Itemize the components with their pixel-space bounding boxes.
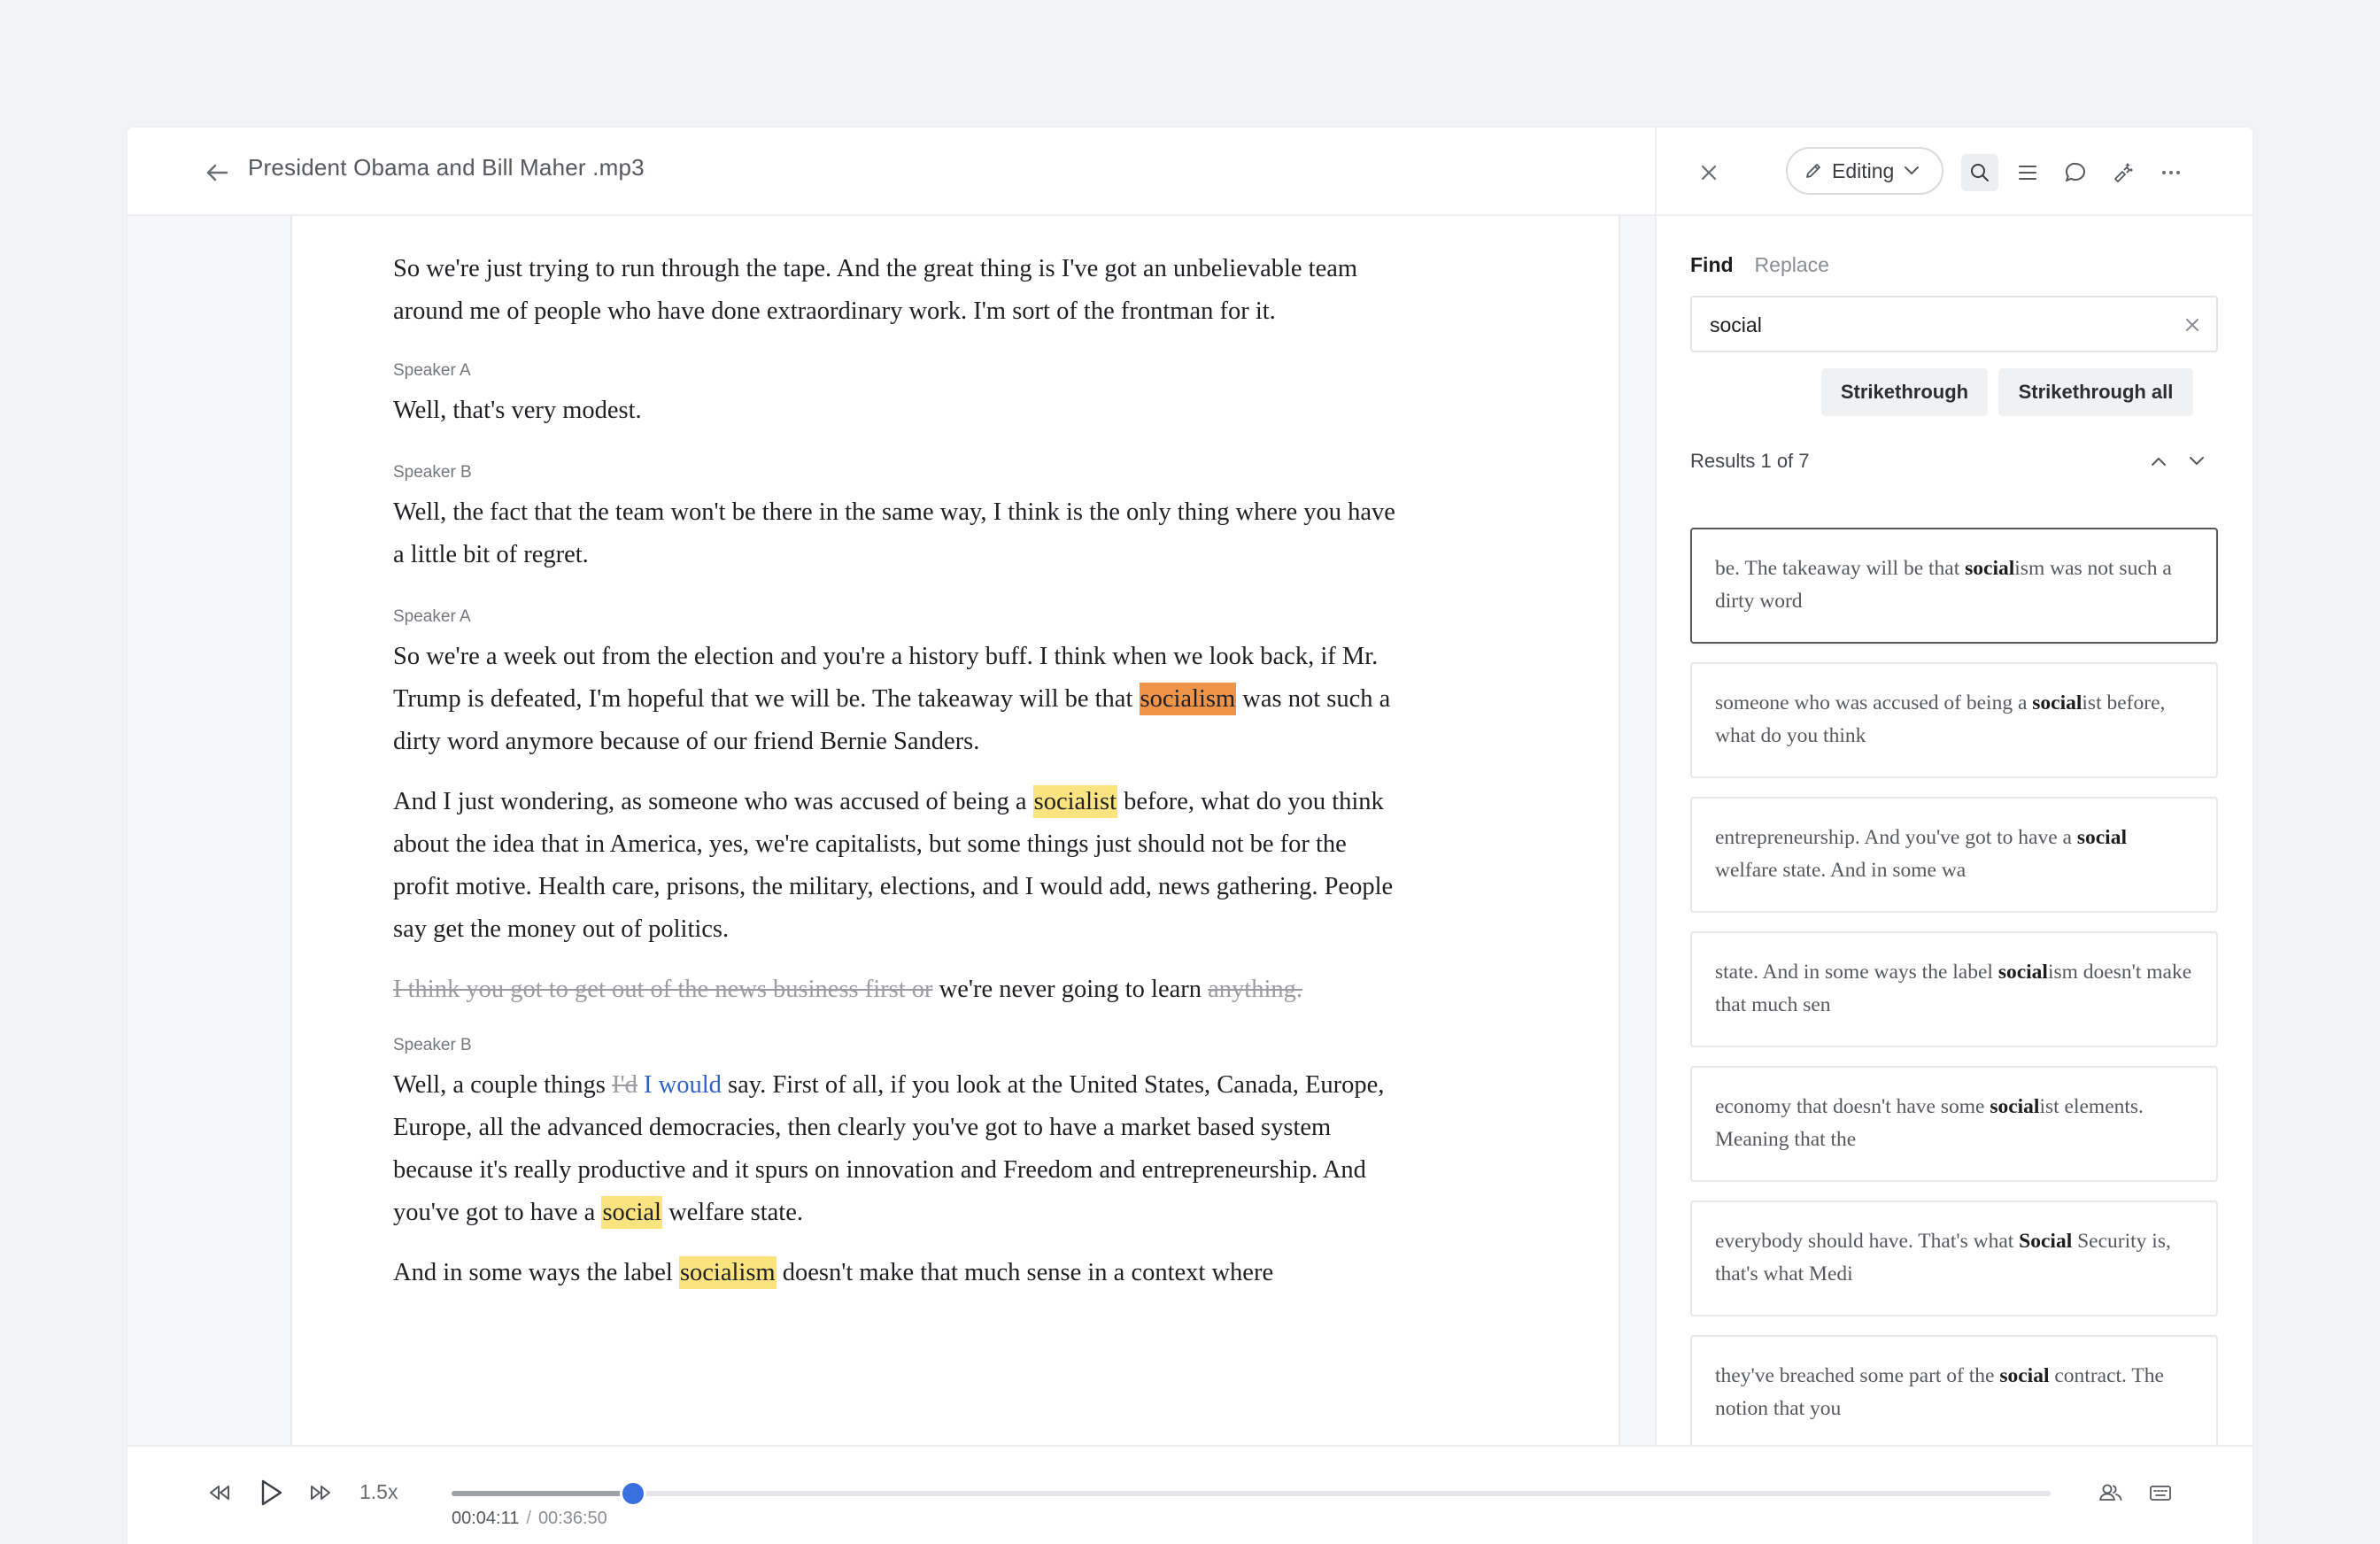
search-result-item[interactable] — [1690, 797, 2218, 913]
transcript-paragraph[interactable] — [393, 1252, 1402, 1294]
search-result-item[interactable] — [1690, 1335, 2218, 1451]
progress-track[interactable] — [452, 1491, 2051, 1496]
paragraph-text: So we're just trying to run through the tape. And the great thing is I've got an unbelievable team around me of people who have done extraordinary work. I'm sort of the frontman for it. — [393, 255, 1358, 325]
next-result-icon[interactable] — [2183, 448, 2210, 475]
total-time: 00:36:50 — [537, 1509, 607, 1528]
transcript-editor — [128, 127, 1655, 1445]
struck-text[interactable]: anything. — [1208, 976, 1302, 1003]
result-context-before: state. And in some ways the label — [1715, 961, 1998, 984]
transcript-paragraph[interactable] — [393, 969, 1402, 1011]
search-match[interactable]: socialism — [679, 1256, 777, 1289]
result-context-after: welfare state. And in some wa — [1715, 859, 1967, 882]
result-match-term: social — [2076, 826, 2127, 849]
result-match-term: social — [2032, 691, 2082, 714]
search-match[interactable]: socialist — [1033, 785, 1117, 818]
pencil-icon — [1804, 161, 1823, 181]
result-match-term: social — [1965, 557, 2015, 580]
result-context-after: Security is, that's what Medi — [1715, 1230, 2171, 1285]
result-context-after: ist elements. Meaning that the — [1715, 1095, 2144, 1151]
paragraph-text: Well, the fact that the team won't be there in the same way, I think is the only thing where you have a little bit of regret. — [393, 498, 1395, 568]
playback-time — [452, 1509, 607, 1529]
more-options-icon[interactable] — [2152, 154, 2190, 191]
progress-handle[interactable] — [622, 1483, 644, 1504]
result-match-term: social — [1999, 1364, 2050, 1387]
previous-result-icon[interactable] — [2145, 448, 2172, 475]
search-results-list — [1690, 528, 2218, 1470]
search-input-value: social — [1710, 313, 1762, 336]
current-time: 00:04:11 — [452, 1509, 520, 1528]
search-result-item[interactable] — [1690, 931, 2218, 1047]
list-icon[interactable] — [2009, 154, 2046, 191]
speaker-label[interactable]: Speaker A — [393, 361, 471, 380]
audio-player — [128, 1445, 2252, 1544]
result-context-before: someone who was accused of being a — [1715, 691, 2033, 714]
search-match[interactable]: social — [601, 1196, 661, 1229]
rewind-icon[interactable] — [202, 1475, 237, 1510]
speaker-label[interactable]: Speaker B — [393, 463, 472, 482]
paragraph-text: say. First of all, if you look at the United States, Canada, Europe, Europe, all the advanced democracies, then clearly you've got to have a market based system because it's really productive and it spurs on innovation and Freedom and entrepreneurship. And you've got to have a — [393, 1071, 1385, 1226]
paragraph-text: before, what do you think about the idea that in America, yes, we're capitalists, but some things just should not be for the profit motive. Health care, prisons, the military, elections, and I would add, news gathering. People say get the money out of politics. — [393, 788, 1394, 943]
playback-speed[interactable]: 1.5x — [359, 1480, 398, 1503]
app-window — [128, 127, 2252, 1544]
paragraph-text: welfare state. — [668, 1199, 803, 1226]
result-context-before: economy that doesn't have some — [1715, 1095, 1990, 1118]
speaker-label[interactable]: Speaker A — [393, 607, 471, 626]
result-context-after: ism doesn't make that much sen — [1715, 961, 2192, 1016]
keyboard-icon[interactable] — [2143, 1475, 2178, 1510]
current-search-match[interactable]: socialism — [1140, 683, 1237, 715]
transcript-paragraph[interactable] — [393, 248, 1402, 333]
play-icon[interactable] — [253, 1475, 289, 1510]
result-context-before: everybody should have. That's what — [1715, 1230, 2020, 1253]
transcript-paragraph[interactable] — [393, 1064, 1402, 1234]
editing-mode-dropdown[interactable] — [1786, 147, 1943, 195]
paragraph-text: we're never going to learn — [939, 976, 1202, 1003]
find-replace-panel — [1655, 127, 2252, 1445]
search-result-item[interactable] — [1690, 1066, 2218, 1182]
result-context-after: ist before, what do you think — [1715, 691, 2166, 747]
search-result-item[interactable] — [1690, 528, 2218, 644]
chevron-down-icon — [1903, 165, 1920, 177]
search-result-item[interactable] — [1690, 1200, 2218, 1316]
close-icon[interactable] — [1696, 159, 1722, 186]
transcript-paragraph[interactable] — [393, 781, 1402, 951]
result-match-term: social — [1990, 1095, 2040, 1118]
find-replace-tabs — [1690, 253, 1829, 277]
inserted-text[interactable]: I would — [644, 1071, 722, 1099]
speaker-label[interactable]: Speaker B — [393, 1036, 472, 1054]
time-separator: / — [526, 1509, 531, 1528]
transcript-paragraph[interactable] — [393, 636, 1402, 763]
result-context-after: ism was not such a dirty word — [1715, 557, 2172, 613]
result-match-term: Social — [2019, 1230, 2073, 1253]
transcript-document — [290, 216, 1620, 1445]
paragraph-text: So we're a week out from the election and you're a history buff. I think when we look back, if Mr. Trump is defeated, I'm hopeful that we will be. The takeaway will be that — [393, 643, 1379, 713]
paragraph-text: was not such a dirty word anymore because of our friend Bernie Sanders. — [393, 685, 1391, 755]
back-arrow-icon[interactable] — [204, 159, 230, 186]
tab-find[interactable]: Find — [1690, 253, 1734, 276]
magic-wand-icon[interactable] — [2105, 154, 2142, 191]
paragraph-text: Well, a couple things — [393, 1071, 606, 1099]
progress-fill — [452, 1491, 633, 1496]
editing-mode-label: Editing — [1832, 158, 1895, 182]
struck-text[interactable]: I'd — [612, 1071, 638, 1099]
paragraph-text: And in some ways the label — [393, 1259, 673, 1286]
strikethrough-button[interactable]: Strikethrough — [1821, 368, 1988, 416]
paragraph-text: doesn't make that much sense in a context where — [782, 1259, 1274, 1286]
result-match-term: social — [1998, 961, 2048, 984]
tab-replace[interactable]: Replace — [1754, 253, 1829, 276]
results-count: Results 1 of 7 — [1690, 450, 1810, 472]
result-context-before: entrepreneurship. And you've got to have a — [1715, 826, 2077, 849]
search-icon[interactable] — [1961, 154, 1998, 191]
result-context-before: they've breached some part of the — [1715, 1364, 2000, 1387]
editor-header — [128, 127, 1655, 216]
strikethrough-all-button[interactable]: Strikethrough all — [1998, 368, 2193, 416]
speakers-icon[interactable] — [2093, 1475, 2129, 1510]
result-context-before: be. The takeaway will be that — [1715, 557, 1966, 580]
paragraph-text: Well, that's very modest. — [393, 397, 642, 424]
struck-text[interactable]: I think you got to get out of the news business first or — [393, 976, 933, 1003]
search-input[interactable] — [1690, 296, 2218, 352]
transcript-content — [393, 248, 1402, 1324]
clear-search-icon[interactable] — [2181, 313, 2204, 336]
search-result-item[interactable] — [1690, 662, 2218, 778]
transcript-paragraph[interactable] — [393, 491, 1402, 576]
panel-toolbar — [1657, 127, 2252, 216]
result-context-after: contract. The notion that you — [1715, 1364, 2164, 1420]
file-title: President Obama and Bill Maher .mp3 — [248, 154, 645, 181]
comment-icon[interactable] — [2057, 154, 2094, 191]
fast-forward-icon[interactable] — [303, 1475, 338, 1510]
transcript-paragraph[interactable] — [393, 390, 1402, 432]
paragraph-text: And I just wondering, as someone who was accused of being a — [393, 788, 1027, 815]
